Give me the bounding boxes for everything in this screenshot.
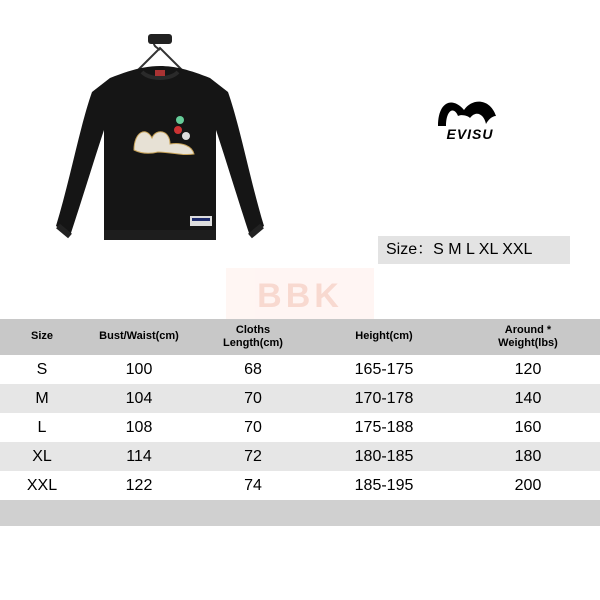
size-chart-table [0,319,600,526]
table-row [0,471,600,500]
header-bust-waist: Bust/Waist(cm) [99,330,179,343]
cell-weight: 180 [514,447,542,465]
cell-size: M [35,389,49,407]
cell-bust-waist: 100 [125,360,153,378]
cell-bust-waist: 114 [126,447,152,465]
table-row [0,413,600,442]
cell-cloths-length: 74 [244,476,262,494]
table-row [0,355,600,384]
header-weight: Around * Weight(lbs) [498,323,558,349]
size-options-label: Size：S M L XL XXL [378,236,570,264]
cell-cloths-length: 70 [244,418,262,436]
cell-bust-waist: 104 [125,389,153,407]
product-image [50,30,270,250]
header-size: Size [30,330,53,343]
cell-size: XL [32,447,52,465]
brand-logo [434,92,506,148]
cell-size: S [36,360,48,378]
watermark: BBK [226,268,374,324]
table-row [0,384,600,413]
header-height: Height(cm) [355,330,413,343]
cell-size: XXL [26,476,58,494]
cell-cloths-length: 70 [244,389,262,407]
cell-bust-waist: 122 [125,476,153,494]
brand-logo-text: EVISU [446,126,494,142]
header-cloths-length: Cloths Length(cm) [223,323,283,349]
cell-bust-waist: 108 [125,418,153,436]
cell-height: 180-185 [354,447,414,465]
cell-cloths-length: 68 [244,360,262,378]
cell-weight: 160 [514,418,542,436]
cell-weight: 120 [514,360,542,378]
cell-height: 165-175 [354,360,414,378]
cell-height: 170-178 [354,389,414,407]
table-row [0,442,600,471]
cell-weight: 200 [514,476,542,494]
cell-height: 175-188 [354,418,414,436]
table-footer-band [0,500,600,526]
cell-size: L [37,418,47,436]
table-header [0,319,600,355]
cell-cloths-length: 72 [244,447,262,465]
cell-height: 185-195 [354,476,414,494]
cell-weight: 140 [514,389,542,407]
